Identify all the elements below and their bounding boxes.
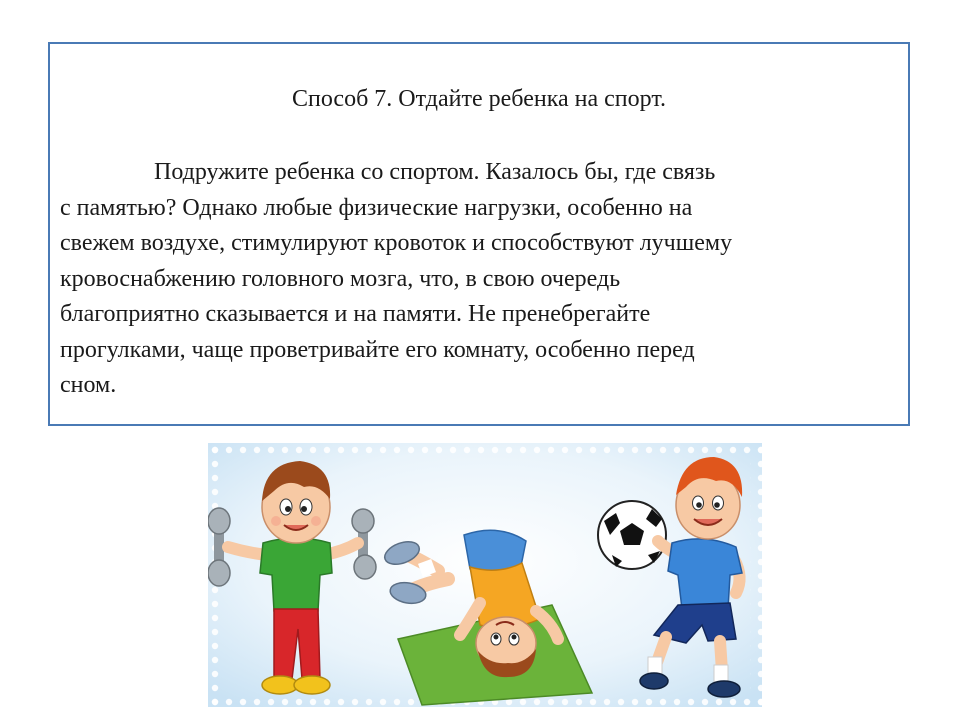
body-line: благоприятно сказывается и на памяти. Не пренебрегайте <box>60 301 651 327</box>
text-box <box>48 42 910 426</box>
body-line: прогулками, чаще проветривайте его комнату, особенно перед <box>60 336 695 363</box>
body-line: свежем воздухе, стимулируют кровоток и способствуют лучшему <box>60 230 733 256</box>
body-line: Подружите ребенка со спортом. Казалось бы, где связь <box>154 159 716 185</box>
body-line: кровоснабжению головного мозга, что, в свою очередь <box>60 265 621 292</box>
body-paragraph <box>60 155 880 404</box>
soccer-ball-icon <box>598 501 666 569</box>
children-sports-illustration <box>208 443 762 707</box>
body-line: с памятью? Однако любые физические нагрузки, особенно на <box>60 194 693 221</box>
body-line: сном. <box>60 372 117 398</box>
slide-title: Способ 7. Отдайте ребенка на спорт. <box>291 86 666 112</box>
